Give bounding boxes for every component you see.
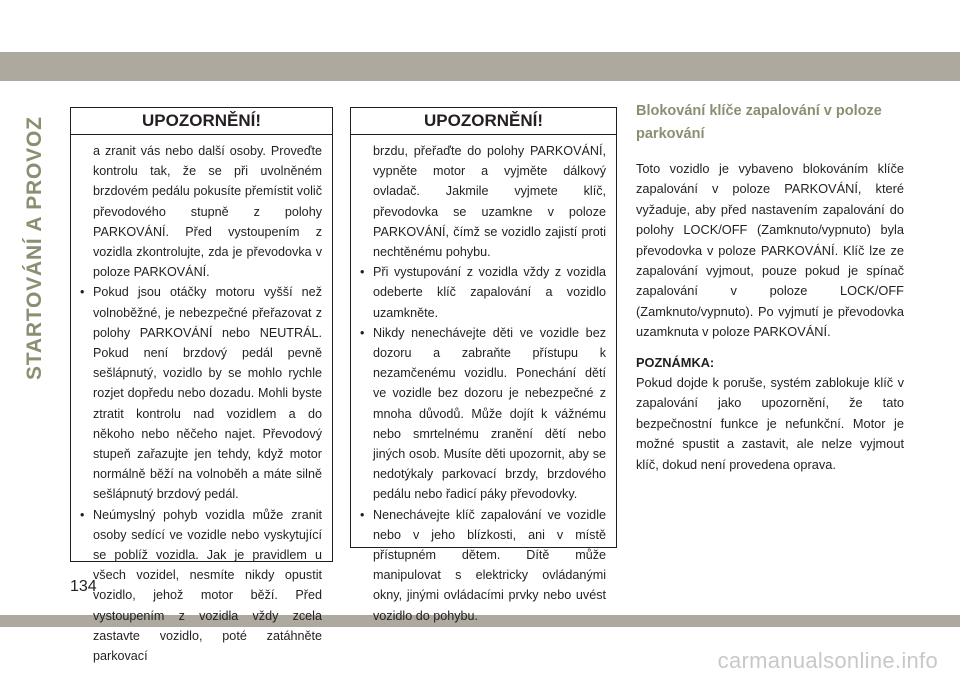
right-column: [636, 100, 904, 475]
section-side-tab: STARTOVÁNÍ A PROVOZ: [23, 116, 46, 380]
warning-bullet: • Pokud jsou otáčky motoru vyšší než volnoběžné, je nebezpečné přeřazovat z polohy PARKOVÁNÍ nebo NEUTRÁL. Pokud není brzdový pedál pevně sešlápnutý, vozidlo by se mohlo rychle rozjet dopředu nebo dozadu. Mohli byste ztratit kontrolu nad vozidlem a do někoho nebo něčeho najet. Převodový stupeň zařazujte jen tehdy, když motor normálně běží na volnoběh a máte silně sešlápnutý brzdový pedál.: [80, 282, 322, 504]
note-text: Pokud dojde k poruše, systém zablokuje klíč v zapalování jako upozornění, že tato bezpečnostní funkce je nefunkční. Motor je možné spustit a zastavit, ale nelze vyjmout klíč, dokud není provedena oprava.: [636, 375, 904, 472]
warning-title: UPOZORNĚNÍ!: [351, 108, 616, 135]
warning-body: [71, 135, 332, 666]
warning-box-right: [350, 107, 617, 623]
warning-intro: brzdu, přeřaďte do polohy PARKOVÁNÍ, vypněte motor a vyjměte dálkový ovladač. Jakmile vyjmete klíč, převodovka se uzamkne v poloze PARKOVÁNÍ, čímž se vozidlo zajistí proti nechtěnému pohybu.: [373, 144, 606, 260]
warning-list: [83, 282, 322, 666]
warning-intro: a zranit vás nebo další osoby. Proveďte kontrolu tak, že se při uvolněném brzdovém pedálu pokusíte přemístit volič převodového stupně z polohy PARKOVÁNÍ. Před vystoupením z vozidla zkontrolujte, zda je převodovka v poloze PARKOVÁNÍ.: [93, 144, 322, 280]
warning-bullet: • Neúmyslný pohyb vozidla může zranit osoby sedící ve vozidle nebo vyskytující se poblíž vozidla. Jak je pravidlem u všech vozidel, nesmíte nikdy opustit vozidlo, jehož motor běží. Před vystoupením z vozidla vždy zcela zastavte vozidlo, poté zatáhněte parkovací: [80, 505, 322, 667]
warning-list: [363, 262, 606, 626]
note-label: POZNÁMKA:: [636, 354, 715, 370]
warning-bullet: • Nikdy nenechávejte děti ve vozidle bez dozoru a zabraňte přístupu k nezamčenému vozidlu. Ponechání dětí ve vozidle bez dozoru je nebezpečné z mnoha důvodů. Může dojít k vážnému nebo smrtelnému zranění dětí nebo jiných osob. Musíte děti upozornit, aby se nedotýkaly parkovací brzdy, brzdového pedálu nebo řadicí páky převodovky.: [360, 323, 606, 505]
section-paragraph: Toto vozidlo je vybaveno blokováním klíče zapalování v poloze PARKOVÁNÍ, které vyžaduje, aby před nastavením zapalování do polohy LOCK/OFF (Zamknuto/vypnuto) byla převodovka v poloze PARKOVÁNÍ. Klíč lze ze zapalování vyjmout, pouze pokud je spínač zapalování v poloze LOCK/OFF (Zamknuto/vypnuto). Po vyjmutí je převodovka uzamknuta v poloze PARKOVÁNÍ.: [636, 161, 904, 340]
warning-bullet: • Nenechávejte klíč zapalování ve vozidle nebo v jeho blízkosti, ani v místě přístupném dětem. Dítě může manipulovat s elektricky ovládanými okny, jinými ovládacími prvky nebo uvést vozidlo do pohybu.: [360, 505, 606, 626]
warning-title: UPOZORNĚNÍ!: [71, 108, 332, 135]
header-band: [0, 52, 960, 81]
section-heading: Blokování klíče zapalování v poloze parkování: [636, 103, 882, 142]
warning-body: [351, 135, 616, 626]
page-number: 134: [70, 578, 97, 595]
warning-bullet: • Při vystupování z vozidla vždy z vozidla odeberte klíč zapalování a vozidlo uzamkněte.: [360, 262, 606, 323]
watermark-text: carmanualsonline.info: [717, 648, 938, 673]
